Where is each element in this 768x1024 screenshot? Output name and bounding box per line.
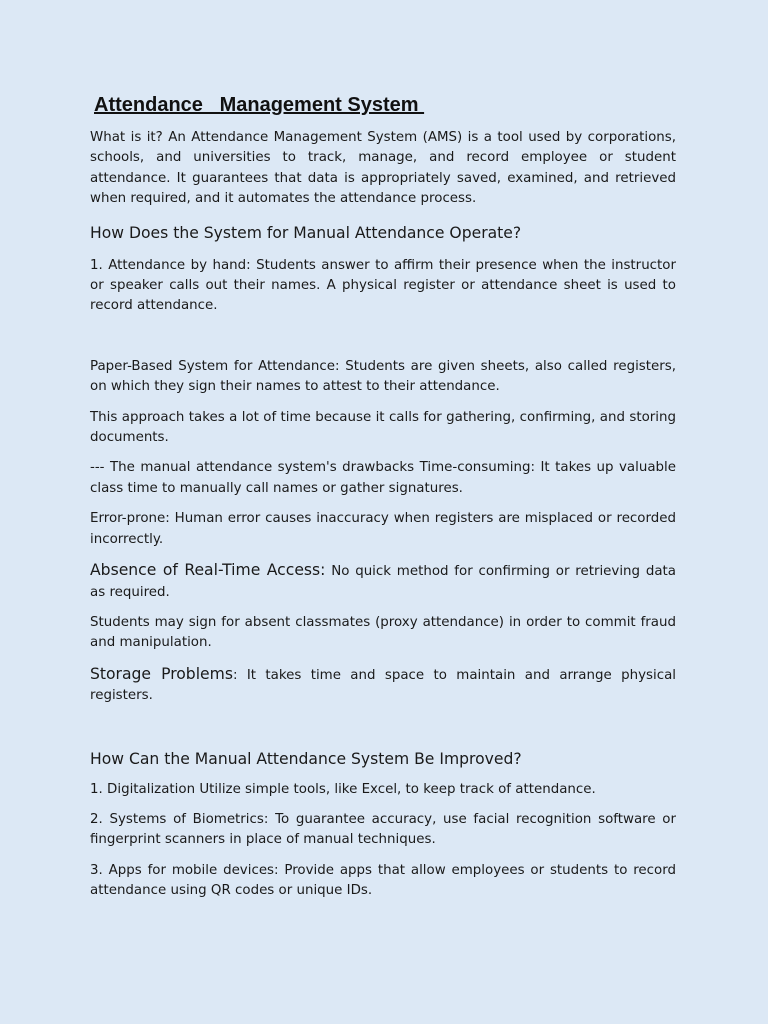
heading-improvement: How Can the Manual Attendance System Be Improved?	[90, 749, 522, 768]
error-prone-paragraph: Error-prone: Human error causes inaccuracy when registers are misplaced or recorded incorrectly.	[90, 511, 676, 547]
intro-paragraph: What is it? An Attendance Management System (AMS) is a tool used by corporations, schools, and universities to track, manage, and record employee or student attendance. It guarantees that data is appropriately saved, examined, and retrieved when required, and it automates the attendance process.	[90, 130, 676, 207]
digitalization-paragraph: 1. Digitalization Utilize simple tools, like Excel, to keep track of attendance.	[90, 781, 596, 797]
attendance-by-hand-paragraph: 1. Attendance by hand: Students answer to affirm their presence when the instructor or speaker calls out their names. A physical register or attendance sheet is used to record attendance.	[90, 257, 676, 314]
absence-real-time-lead: Absence of Real-Time Access:	[90, 561, 326, 580]
storage-problems-lead: Storage Problems	[90, 664, 233, 683]
proxy-attendance-paragraph: Students may sign for absent classmates (proxy attendance) in order to commit fraud and manipulation.	[90, 614, 676, 651]
heading-manual-operation: How Does the System for Manual Attendance Operate?	[90, 223, 522, 242]
storage-problems-text: : It takes time and space to maintain and arrange physical registers.	[90, 667, 676, 704]
time-consuming-approach-paragraph: This approach takes a lot of time because it calls for gathering, confirming, and storing documents.	[90, 409, 676, 446]
mobile-apps-paragraph: 3. Apps for mobile devices: Provide apps that allow employees or students to record attendance using QR codes or unique IDs.	[90, 862, 676, 899]
absence-real-time-text: No quick method for confirming or retrieving data as required.	[90, 564, 676, 600]
document-title: Attendance Management System	[94, 94, 425, 116]
storage-problems-paragraph	[90, 664, 676, 707]
drawbacks-paragraph: --- The manual attendance system's drawbacks Time-consuming: It takes up valuable class time to manually call names or gather signatures.	[90, 460, 676, 496]
biometrics-paragraph: 2. Systems of Biometrics: To guarantee accuracy, use facial recognition software or fingerprint scanners in place of manual techniques.	[90, 811, 676, 848]
paper-based-paragraph: Paper-Based System for Attendance: Students are given sheets, also called registers, on which they sign their names to attest to their attendance.	[90, 358, 676, 395]
absence-real-time-paragraph	[90, 560, 676, 603]
